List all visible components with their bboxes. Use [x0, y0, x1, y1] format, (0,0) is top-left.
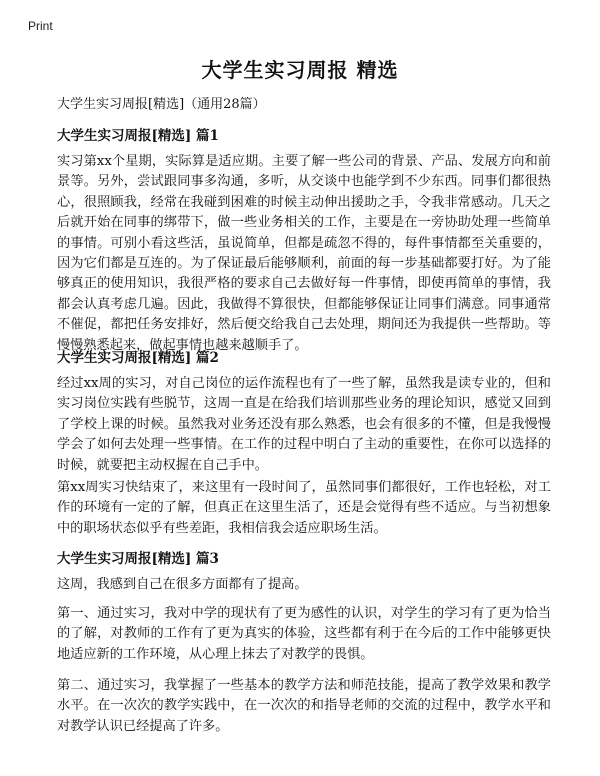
section-3-paragraph-1: 这周，我感到自己在很多方面都有了提高。	[57, 577, 308, 592]
section-3-paragraph-3: 第二、通过实习，我掌握了一些基本的教学方法和师范技能，提高了教学效果和教学水平。在一次次的教学实践中，在一次次的和指导老师的交流的过程中，教学水平和对教学认识已经提高了许多。	[57, 678, 551, 734]
section-3-paragraph-2: 第一、通过实习，我对中学的现状有了更为感性的认识，对学生的学习有了更为恰当的了解，对教师的工作有了更为真实的体验，这些都有利于在今后的工作中能够更快地适应新的工作环境，从心理上抹去了对教学的畏惧。	[57, 606, 551, 662]
section-heading-1: 大学生实习周报[精选] 篇1	[57, 128, 219, 144]
section-1-paragraph-1: 实习第xx个星期，实际算是适应期。主要了解一些公司的背景、产品、发展方向和前景等。另外，尝试跟同事多沟通，多听，从交谈中也能学到不少东西。同事们都很热心，很照顾我，经常在我碰到困难的时候主动伸出援助之手，令我非常感动。几天之后就开始在同事的绑带下，做一些业务相关的工作，主要是在一旁协助处理一些简单的事情。可别小看这些活，虽说简单，但都是疏忽不得的，每件事情都至关重要的，因为它们都是互连的。为了保证最后能够顺利，前面的每一步基础都要打好。为了能够真正的使用知识，我很严格的要求自己去做好每一件事情，即使再简单的事情，我都会认真考虑几遍。因此，我做得不算很快，但都能够保证让同事们满意。同事通常不催促，都把任务安排好，然后便交给我自己去处理，期间还为我提供一些帮助。等慢慢熟悉起来，做起事情也越来越顺手了。	[57, 154, 551, 353]
print-link[interactable]: Print	[28, 19, 53, 33]
section-heading-3: 大学生实习周报[精选] 篇3	[57, 551, 219, 567]
document-title: 大学生实习周报 精选	[201, 58, 399, 82]
section-heading-2: 大学生实习周报[精选] 篇2	[57, 350, 219, 366]
section-2-paragraph-2: 第xx周实习快结束了，来这里有一段时间了，虽然同事们都很好，工作也轻松，对工作的环境有一定的了解，但真正在这里生活了，还是会觉得有些不适应。与当初想象中的职场状态似乎有些差距，我相信我会适应职场生活。	[57, 480, 551, 536]
section-2-paragraph-1: 经过xx周的实习，对自己岗位的运作流程也有了一些了解，虽然我是读专业的，但和实习岗位实践有些脱节，这周一直是在给我们培训那些业务的理论知识，感觉又回到了学校上课的时候。虽然我对业务还没有那么熟悉，也会有很多的不懂，但是我慢慢学会了如何去处理一些事情。在工作的过程中明白了主动的重要性，在你可以选择的时候，就要把主动权握在自己手中。	[57, 376, 551, 473]
document-subtitle: 大学生实习周报[精选]（通用28篇）	[57, 97, 266, 112]
